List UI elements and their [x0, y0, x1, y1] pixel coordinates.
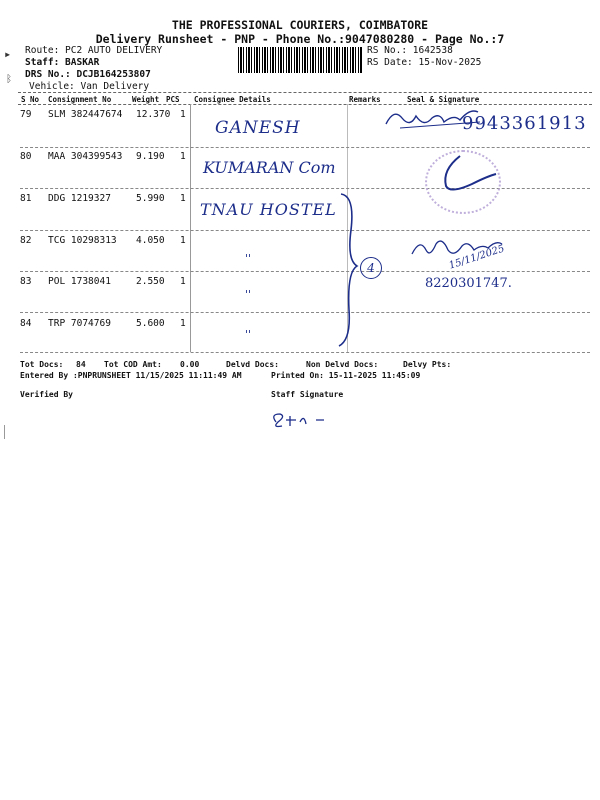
- row-divider: [20, 230, 590, 231]
- drs-label: DRS No.: DCJB164253807: [25, 69, 151, 80]
- row-consignment: POL 1738041: [48, 276, 111, 287]
- row-weight: 12.370: [136, 109, 171, 120]
- tot-cod-value: 0.00: [180, 360, 200, 369]
- col-pcs: PCS: [166, 95, 180, 104]
- company-title: THE PROFESSIONAL COURIERS, COIMBATORE: [171, 18, 429, 32]
- row-pcs: 1: [180, 151, 186, 162]
- non-delvd-docs-label: Non Delvd Docs:: [306, 360, 379, 369]
- ditto-mark: '': [245, 328, 252, 341]
- signature-stroke-icon: [432, 150, 502, 200]
- runsheet-subtitle: Delivery Runsheet - PNP - Phone No.:9047080280 - Page No.:7: [95, 32, 505, 46]
- header-bottom-rule: [18, 104, 592, 105]
- col-weight: Weight: [132, 95, 160, 104]
- col-consignment: Consignment No: [48, 95, 112, 104]
- row-pcs: 1: [180, 193, 186, 204]
- col-sno: S No: [21, 95, 40, 104]
- barcode: [238, 47, 362, 73]
- row-divider: [20, 312, 590, 313]
- handwritten-phone: 8220301747.: [425, 276, 512, 291]
- route-label: Route: PC2 AUTO DELIVERY: [25, 45, 163, 56]
- col-seal-signature: Seal & Signature: [407, 95, 480, 104]
- handwritten-consignee: KUMARAN Com: [203, 158, 336, 177]
- ditto-mark: '': [245, 288, 252, 301]
- row-pcs: 1: [180, 109, 186, 120]
- row-consignment: MAA 304399543: [48, 151, 123, 162]
- staff-signature-scribble-icon: [268, 408, 338, 430]
- rs-date: RS Date: 15-Nov-2025: [367, 57, 482, 68]
- ditto-mark: '': [245, 252, 252, 265]
- margin-mark-icon: ᛒ: [6, 74, 12, 85]
- staff-label: Staff: BASKAR: [25, 57, 100, 68]
- margin-flag-icon: ▸: [4, 47, 12, 61]
- delvd-docs-label: Delvd Docs:: [226, 360, 279, 369]
- row-weight: 2.550: [136, 276, 165, 287]
- margin-tick: [4, 425, 5, 439]
- row-divider: [20, 352, 590, 353]
- entered-by: Entered By :PNPRUNSHEET 11/15/2025 11:11:49 AM: [20, 371, 242, 380]
- row-sno: 79: [20, 109, 32, 120]
- handwritten-consignee: GANESH: [215, 118, 301, 138]
- delvy-pts-label: Delvy Pts:: [403, 360, 452, 369]
- row-pcs: 1: [180, 235, 186, 246]
- row-pcs: 1: [180, 276, 186, 287]
- consignee-divider: [190, 104, 191, 352]
- row-consignment: TRP 7074769: [48, 318, 111, 329]
- verified-by-label: Verified By: [20, 390, 73, 399]
- header-top-rule: [18, 92, 592, 93]
- row-weight: 9.190: [136, 151, 165, 162]
- tot-docs-value: 84: [76, 360, 86, 369]
- col-consignee: Consignee Details: [194, 95, 271, 104]
- row-weight: 5.600: [136, 318, 165, 329]
- handwritten-date: 15/11/2025: [447, 243, 506, 272]
- tot-docs-label: Tot Docs:: [20, 360, 64, 369]
- handwritten-consignee: TNAU HOSTEL: [200, 200, 337, 219]
- row-divider: [20, 271, 590, 272]
- row-divider: [20, 188, 590, 189]
- rs-number: RS No.: 1642538: [367, 45, 453, 56]
- handwritten-phone: 9943361913: [462, 113, 587, 134]
- row-consignment: TCG 10298313: [48, 235, 117, 246]
- row-divider: [20, 147, 590, 148]
- printed-on: Printed On: 15-11-2025 11:45:09: [271, 371, 421, 380]
- tot-cod-label: Tot COD Amt:: [104, 360, 162, 369]
- staff-signature-label: Staff Signature: [271, 390, 344, 399]
- row-consignment: SLM 382447674: [48, 109, 123, 120]
- row-weight: 4.050: [136, 235, 165, 246]
- row-pcs: 1: [180, 318, 186, 329]
- row-sno: 80: [20, 151, 32, 162]
- row-consignment: DDG 1219327: [48, 193, 111, 204]
- group-count-circle: 4: [360, 257, 382, 279]
- row-sno: 84: [20, 318, 32, 329]
- row-sno: 83: [20, 276, 32, 287]
- col-remarks: Remarks: [349, 95, 381, 104]
- row-sno: 82: [20, 235, 32, 246]
- row-sno: 81: [20, 193, 32, 204]
- row-weight: 5.990: [136, 193, 165, 204]
- vehicle-label: Vehicle: Van Delivery: [29, 81, 150, 92]
